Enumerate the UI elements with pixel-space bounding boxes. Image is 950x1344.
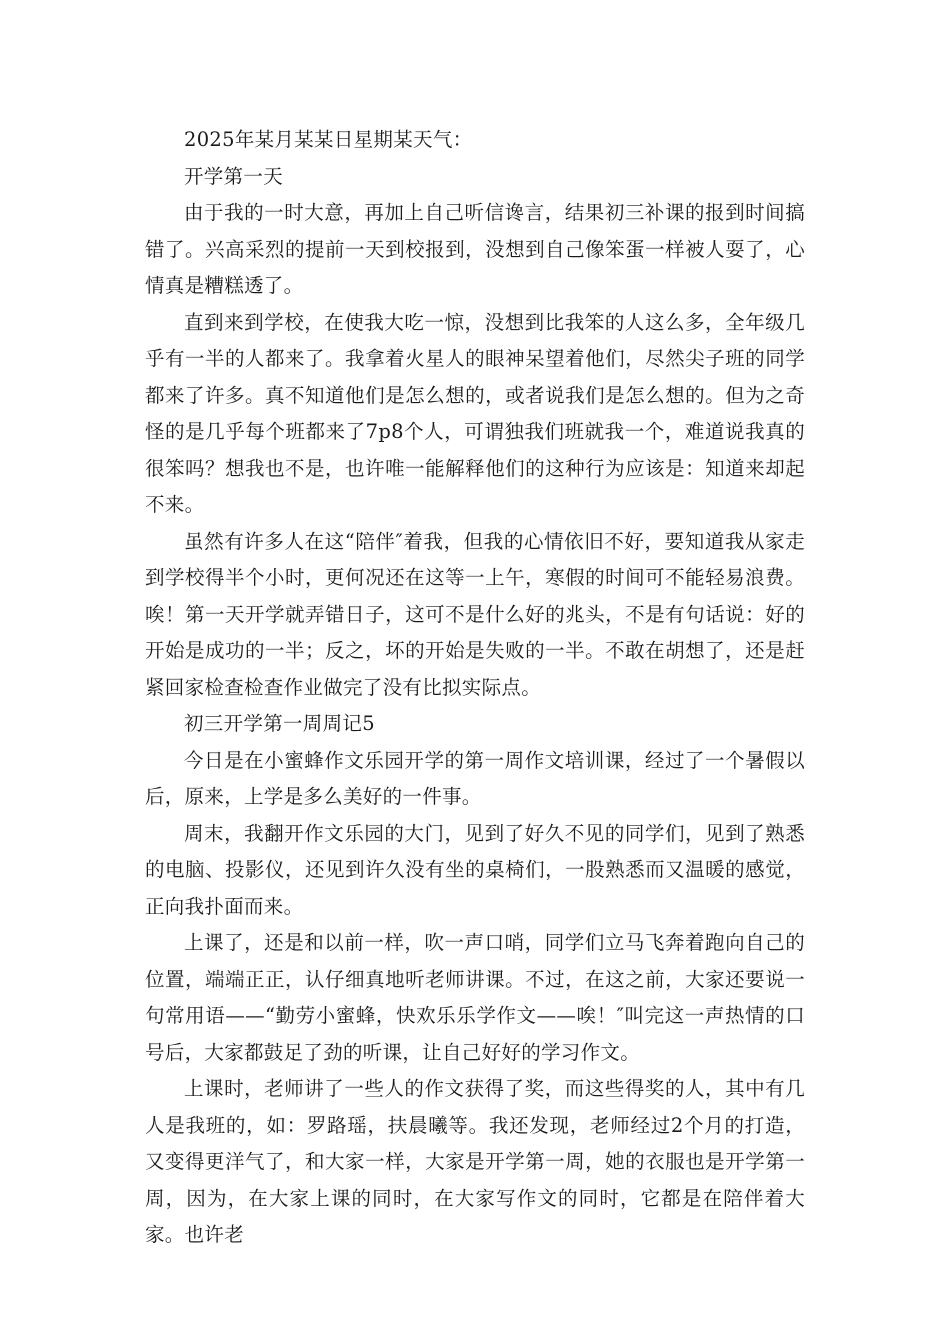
section-title-weekly-journal: 初三开学第一周周记5 <box>184 712 375 735</box>
body-paragraph: 周末，我翻开作文乐园的大门，见到了好久不见的同学们，见到了熟悉的电脑、投影仪，还见到许久没有坐的桌椅们，一股熟悉而又温暖的感觉，正向我扑面而来。 <box>145 821 805 918</box>
date-weather-line: 2025年某月某某日星期某天气： <box>184 128 473 151</box>
body-paragraph: 虽然有许多人在这“陪伴″着我，但我的心情依旧不好，要知道我从家走到学校得半个小时，更何况还在这等一上午，寒假的时间可不能轻易浪费。唉！第一天开学就弄错日子，这可不是什么好的兆头，不是有句话说：好的开始是成功的一半；反之，坏的开始是失败的一半。不敢在胡想了，还是赶紧回家检查检查作业做完了没有比拟实际点。 <box>145 529 805 699</box>
body-paragraph: 今日是在小蜜蜂作文乐园开学的第一周作文培训课，经过了一个暑假以后，原来，上学是多么美好的一件事。 <box>145 748 805 808</box>
body-paragraph: 由于我的一时大意，再加上自己听信谗言，结果初三补课的报到时间搞错了。兴高采烈的提前一天到校报到，没想到自己像笨蛋一样被人耍了，心情真是糟糕透了。 <box>145 201 805 297</box>
body-paragraph: 上课了，还是和以前一样，吹一声口哨，同学们立马飞奔着跑向自己的位置，端端正正，认仔细真地听老师讲课。不过，在这之前，大家还要说一句常用语——“勤劳小蜜蜂，快欢乐乐学作文——唉！″叫完这一声热情的口号后，大家都鼓足了劲的听课，让自己好好的学习作文。 <box>145 931 805 1064</box>
document-body <box>145 122 805 1254</box>
section-title-first-day: 开学第一天 <box>184 164 284 188</box>
body-paragraph: 直到来到学校，在使我大吃一惊，没想到比我笨的人这么多，全年级几乎有一半的人都来了。我拿着火星人的眼神呆望着他们，尽然尖子班的同学都来了许多。真不知道他们是怎么想的，或者说我们是怎么想的。但为之奇怪的是几乎每个班都来了7p8个人，可谓独我们班就我一个，难道说我真的很笨吗？想我也不是，也许唯一能解释他们的这种行为应该是：知道来却起不来。 <box>145 310 805 516</box>
body-paragraph: 上课时，老师讲了一些人的作文获得了奖，而这些得奖的人，其中有几人是我班的，如：罗路瑶，扶晨曦等。我还发现，老师经过2个月的打造，又变得更洋气了，和大家一样，大家是开学第一周，她的衣服也是开学第一周，因为，在大家上课的同时，在大家写作文的同时，它都是在陪伴着大家。也许老 <box>145 1077 805 1246</box>
